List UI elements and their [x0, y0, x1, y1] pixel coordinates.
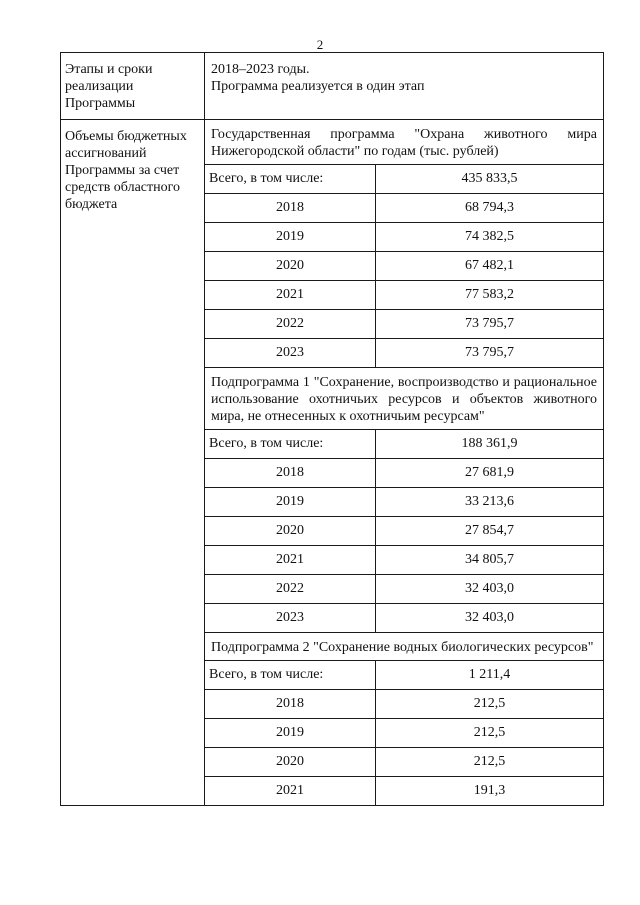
amount-cell: 74 382,5 — [376, 223, 604, 252]
total-value: 435 833,5 — [376, 165, 604, 194]
amount-cell: 67 482,1 — [376, 252, 604, 281]
budget-label-line: средств областного — [65, 180, 181, 195]
budget-label-line: ассигнований — [65, 146, 147, 161]
year-row — [205, 459, 603, 488]
funding-table-program — [205, 164, 603, 367]
stages-value — [205, 53, 603, 101]
stages-label-cell — [61, 53, 205, 120]
amount-cell: 212,5 — [376, 690, 604, 719]
stages-row — [61, 53, 604, 120]
year-cell: 2022 — [205, 310, 376, 339]
amount-cell: 191,3 — [376, 777, 604, 806]
total-label: Всего, в том числе: — [205, 430, 376, 459]
stages-value-cell — [205, 53, 604, 120]
year-cell: 2020 — [205, 517, 376, 546]
funding-table-subprogram-1 — [205, 429, 603, 632]
year-row — [205, 604, 603, 633]
section-title-subprogram-2: Подпрограмма 2 "Сохранение водных биологических ресурсов" — [205, 632, 603, 660]
amount-cell: 73 795,7 — [376, 339, 604, 368]
amount-cell: 33 213,6 — [376, 488, 604, 517]
budget-label-line: бюджета — [65, 197, 118, 212]
year-row — [205, 777, 603, 806]
budget-value-cell — [205, 120, 604, 806]
amount-cell: 27 854,7 — [376, 517, 604, 546]
year-row — [205, 719, 603, 748]
year-row — [205, 339, 603, 368]
passport-table — [60, 52, 604, 806]
total-row — [205, 165, 603, 194]
budget-label-line: Объемы бюджетных — [65, 129, 187, 144]
year-cell: 2019 — [205, 488, 376, 517]
amount-cell: 34 805,7 — [376, 546, 604, 575]
year-cell: 2023 — [205, 604, 376, 633]
budget-row — [61, 120, 604, 806]
year-row — [205, 690, 603, 719]
stages-period: 2018–2023 годы. — [211, 62, 310, 77]
year-row — [205, 252, 603, 281]
year-cell: 2021 — [205, 546, 376, 575]
amount-cell: 77 583,2 — [376, 281, 604, 310]
budget-label-cell — [61, 120, 205, 806]
total-row — [205, 430, 603, 459]
total-label: Всего, в том числе: — [205, 661, 376, 690]
stages-label-line: Программы — [65, 96, 136, 111]
section-title-program: Государственная программа "Охрана животного мира Нижегородской области" по годам (тыс. рублей) — [211, 127, 597, 159]
year-row — [205, 310, 603, 339]
year-cell: 2018 — [205, 194, 376, 223]
stages-label-line: реализации — [65, 79, 134, 94]
funding-table-subprogram-2 — [205, 660, 603, 805]
year-row — [205, 281, 603, 310]
total-value: 188 361,9 — [376, 430, 604, 459]
stages-label-line: Этапы и сроки — [65, 62, 153, 77]
year-cell: 2021 — [205, 281, 376, 310]
amount-cell: 212,5 — [376, 719, 604, 748]
year-cell: 2018 — [205, 459, 376, 488]
page-number: 2 — [316, 37, 324, 52]
year-cell: 2021 — [205, 777, 376, 806]
year-cell: 2020 — [205, 252, 376, 281]
amount-cell: 73 795,7 — [376, 310, 604, 339]
year-row — [205, 194, 603, 223]
year-row — [205, 223, 603, 252]
stages-label — [61, 53, 204, 118]
year-cell: 2018 — [205, 690, 376, 719]
amount-cell: 27 681,9 — [376, 459, 604, 488]
year-row — [205, 517, 603, 546]
year-row — [205, 488, 603, 517]
stages-note: Программа реализуется в один этап — [211, 79, 425, 94]
budget-label-line: Программы за счет — [65, 163, 180, 178]
year-cell: 2019 — [205, 719, 376, 748]
total-value: 1 211,4 — [376, 661, 604, 690]
amount-cell: 212,5 — [376, 748, 604, 777]
year-cell: 2019 — [205, 223, 376, 252]
section-title-subprogram-1: Подпрограмма 1 "Сохранение, воспроизводство и рациональное использование охотничьих ресурсов и объектов животного мира, не отнесенных к охотничьим ресурсам" — [205, 367, 603, 429]
amount-cell: 32 403,0 — [376, 575, 604, 604]
budget-label — [61, 120, 204, 219]
total-row — [205, 661, 603, 690]
year-cell: 2020 — [205, 748, 376, 777]
year-row — [205, 575, 603, 604]
total-label: Всего, в том числе: — [205, 165, 376, 194]
amount-cell: 32 403,0 — [376, 604, 604, 633]
year-row — [205, 546, 603, 575]
year-row — [205, 748, 603, 777]
year-cell: 2022 — [205, 575, 376, 604]
year-cell: 2023 — [205, 339, 376, 368]
amount-cell: 68 794,3 — [376, 194, 604, 223]
